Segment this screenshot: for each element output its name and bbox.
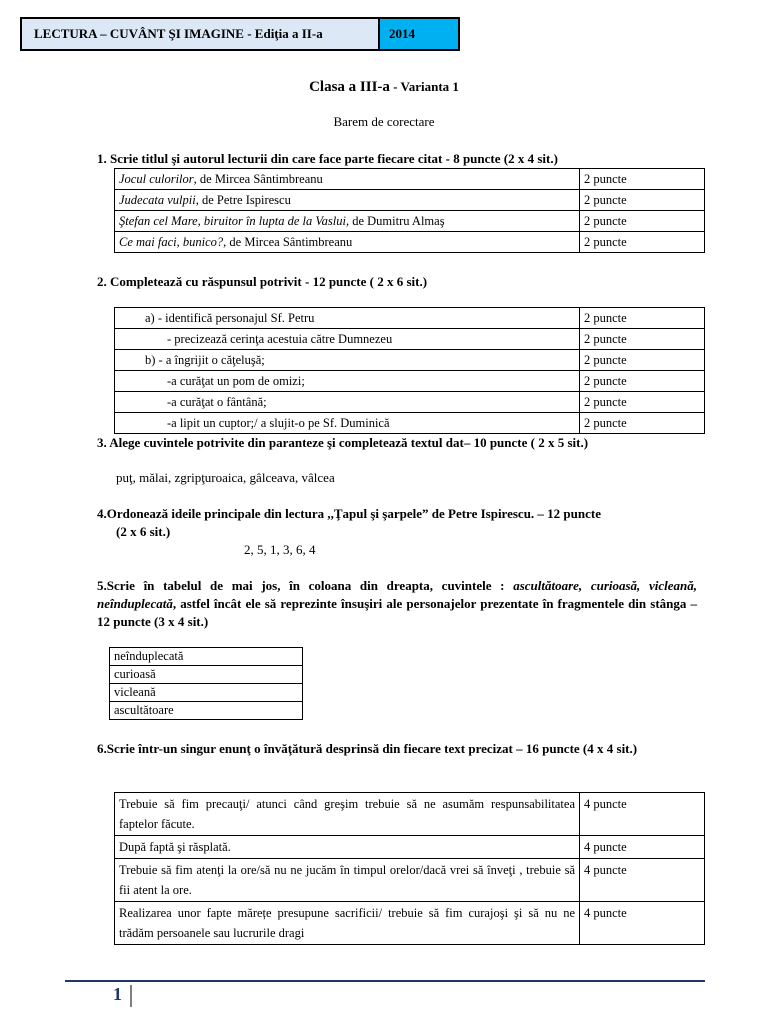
doc-title [0, 78, 768, 96]
header-year: 2014 [380, 19, 458, 49]
q4-answer: 2, 5, 1, 3, 6, 4 [244, 542, 316, 557]
subtitle: Barem de corectare [333, 114, 435, 129]
q5-cell: ascultătoare [110, 702, 303, 720]
q5-cell: curioasă [110, 666, 303, 684]
q1-cell-text: Ştefan cel Mare, biruitor în lupta de la Vaslui, de Dumitru Almaş [115, 211, 580, 232]
page-number: 1 [113, 984, 122, 1004]
q1-cell-points: 2 puncte [580, 211, 705, 232]
table-row [115, 232, 705, 253]
q2-cell-text: -a lipit un cuptor;/ a slujit-o pe Sf. Duminică [115, 413, 580, 434]
q2-cell-text: a) - identifică personajul Sf. Petru [115, 308, 580, 329]
q2-cell-points: 2 puncte [580, 350, 705, 371]
q1-cell-text: Ce mai faci, bunico?, de Mircea Sântimbreanu [115, 232, 580, 253]
q6-cell-points: 4 puncte [580, 836, 705, 859]
q2-cell-points: 2 puncte [580, 329, 705, 350]
q6-cell-points: 4 puncte [580, 902, 705, 945]
q2-cell-text: -a curăţat o fântână; [115, 392, 580, 413]
q1-heading: 1. Scrie titlul şi autorul lecturii din care face parte fiecare citat - 8 puncte (2 x 4 sit.) [97, 151, 558, 166]
table-row [115, 902, 705, 945]
q1-table [114, 168, 705, 253]
q4-heading-line2: (2 x 6 sit.) [116, 524, 171, 539]
q3-answer: puţ, mălai, zgripţuroaica, gâlceava, vâlcea [116, 470, 335, 485]
table-row [115, 329, 705, 350]
q2-cell-points: 2 puncte [580, 392, 705, 413]
q6-cell-text: Trebuie să fim atenţi la ore/să nu ne jucăm în timpul orelor/dacă vrei să înveţi , trebuie să fii atent la ore. [115, 859, 580, 902]
q2-heading: 2. Completează cu răspunsul potrivit - 12 puncte ( 2 x 6 sit.) [97, 274, 428, 289]
q2-table [114, 307, 705, 434]
q6-cell-text: Trebuie să fim precauţi/ atunci când greşim trebuie să ne asumăm respunsabilitatea faptelor făcute. [115, 793, 580, 836]
q2-cell-points: 2 puncte [580, 308, 705, 329]
table-row [110, 684, 303, 702]
q2-cell-points: 2 puncte [580, 413, 705, 434]
doc-title-main: Clasa a III-a [309, 79, 390, 95]
table-row [115, 793, 705, 836]
q4-heading-line1: 4.Ordonează ideile principale din lectura ,,Ţapul şi şarpele” de Petre Ispirescu. – 12 puncte [97, 506, 601, 521]
q1-cell-text: Jocul culorilor, de Mircea Sântimbreanu [115, 169, 580, 190]
q6-cell-text: Realizarea unor fapte mărețe presupune sacrificii/ trebuie să fim curajoşi şi să nu ne trădăm persoanele sau lucrurile dragi [115, 902, 580, 945]
q1-cell-text: Judecata vulpii, de Petre Ispirescu [115, 190, 580, 211]
table-row [110, 648, 303, 666]
table-row [115, 392, 705, 413]
q5-cell: neînduplecată [110, 648, 303, 666]
q1-cell-points: 2 puncte [580, 190, 705, 211]
q2-cell-text: b) - a îngrijit o căţeluşă; [115, 350, 580, 371]
table-row [115, 211, 705, 232]
table-row [110, 702, 303, 720]
table-row [115, 371, 705, 392]
q3-heading: 3. Alege cuvintele potrivite din paranteze şi completează textul dat– 10 puncte ( 2 x 5 sit.) [97, 435, 589, 450]
q6-cell-text: După faptă şi răsplată. [115, 836, 580, 859]
q6-cell-points: 4 puncte [580, 859, 705, 902]
table-row [110, 666, 303, 684]
doc-title-sep: - [389, 79, 401, 94]
table-row [115, 859, 705, 902]
page-number-divider [130, 985, 132, 1007]
q5-heading: 5.Scrie în tabelul de mai jos, în coloana din dreapta, cuvintele : ascultătoare, curioasă, vicleană, neînduplecată, astfel încât ele să reprezinte însuşiri ale personajelor prezentate în fragmentele din stânga – 12 puncte (3 x 4 sit.) [97, 578, 697, 629]
table-row [115, 190, 705, 211]
header-title: LECTURA – CUVÂNT ŞI IMAGINE - Ediţia a II-a [22, 19, 380, 49]
q6-heading: 6.Scrie într-un singur enunţ o învăţătură desprinsă din fiecare text precizat – 16 puncte (4 x 4 sit.) [97, 741, 638, 756]
q2-cell-points: 2 puncte [580, 371, 705, 392]
q5-cell: vicleană [110, 684, 303, 702]
table-row [115, 836, 705, 859]
footer-rule [65, 980, 705, 982]
doc-title-variant: Varianta 1 [400, 79, 459, 94]
q2-cell-text: -a curăţat un pom de omizi; [115, 371, 580, 392]
table-row [115, 169, 705, 190]
table-row [115, 413, 705, 434]
q1-cell-points: 2 puncte [580, 169, 705, 190]
table-row [115, 350, 705, 371]
q1-cell-points: 2 puncte [580, 232, 705, 253]
header-box [20, 17, 460, 51]
q2-cell-text: - precizează cerinţa acestuia către Dumnezeu [115, 329, 580, 350]
q6-cell-points: 4 puncte [580, 793, 705, 836]
q6-table [114, 792, 705, 945]
table-row [115, 308, 705, 329]
q5-table [109, 647, 303, 720]
